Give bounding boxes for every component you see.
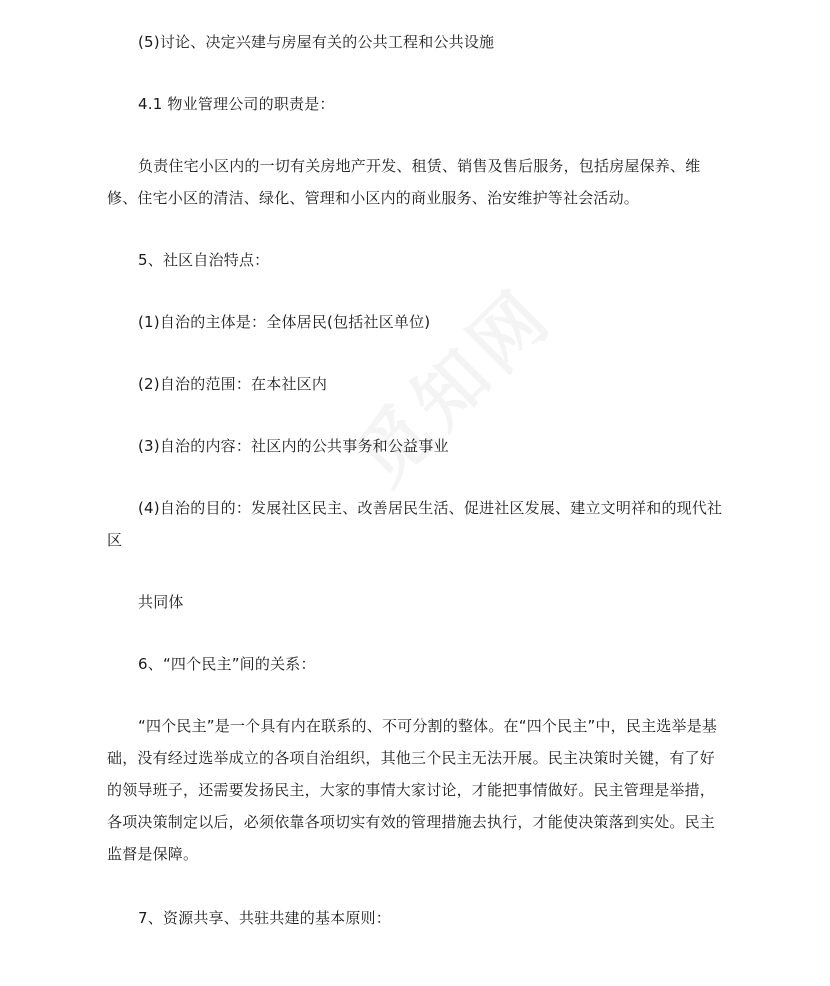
paragraph-four-democracies: “四个民主”是一个具有内在联系的、不可分割的整体。在“四个民主”中，民主选举是基础，没有经过选举成立的各项自治组织，其他三个民主无法开展。民主决策时关键，有了好的领导班子，还需要发扬民主，大家的事情大家讨论，才能把事情做好。民主管理是举措，各项决策制定以后，必须依靠各项切实有效的管理措施去执行，才能使决策落到实处。民主监督是保障。 (107, 717, 718, 863)
paragraph-item-5-public-works: (5)讨论、决定兴建与房屋有关的公共工程和公共设施 (138, 33, 495, 51)
heading-property-management-duties: 4.1 物业管理公司的职责是： (138, 95, 335, 113)
paragraph-property-management-duties: 负责住宅小区内的一切有关房地产开发、租赁、销售及售后服务，包括房屋保养、维修、住宅小区的清洁、绿化、管理和小区内的商业服务、治安维护等社会活动。 (107, 157, 701, 207)
paragraph-autonomy-scope: (2)自治的范围：在本社区内 (138, 375, 328, 393)
paragraph-autonomy-content: (3)自治的内容：社区内的公共事务和公益事业 (138, 437, 449, 455)
heading-community-autonomy-features: 5、社区自治特点： (138, 251, 270, 269)
heading-resource-sharing-principles: 7、资源共享、共驻共建的基本原则： (138, 909, 391, 927)
paragraph-community: 共同体 (138, 593, 184, 611)
heading-four-democracies: 6、“四个民主”间的关系： (138, 655, 316, 673)
paragraph-autonomy-subject: (1)自治的主体是：全体居民(包括社区单位) (138, 313, 431, 331)
paragraph-autonomy-purpose: (4)自治的目的：发展社区民主、改善居民生活、促进社区发展、建立文明祥和的现代社区 (107, 499, 723, 549)
